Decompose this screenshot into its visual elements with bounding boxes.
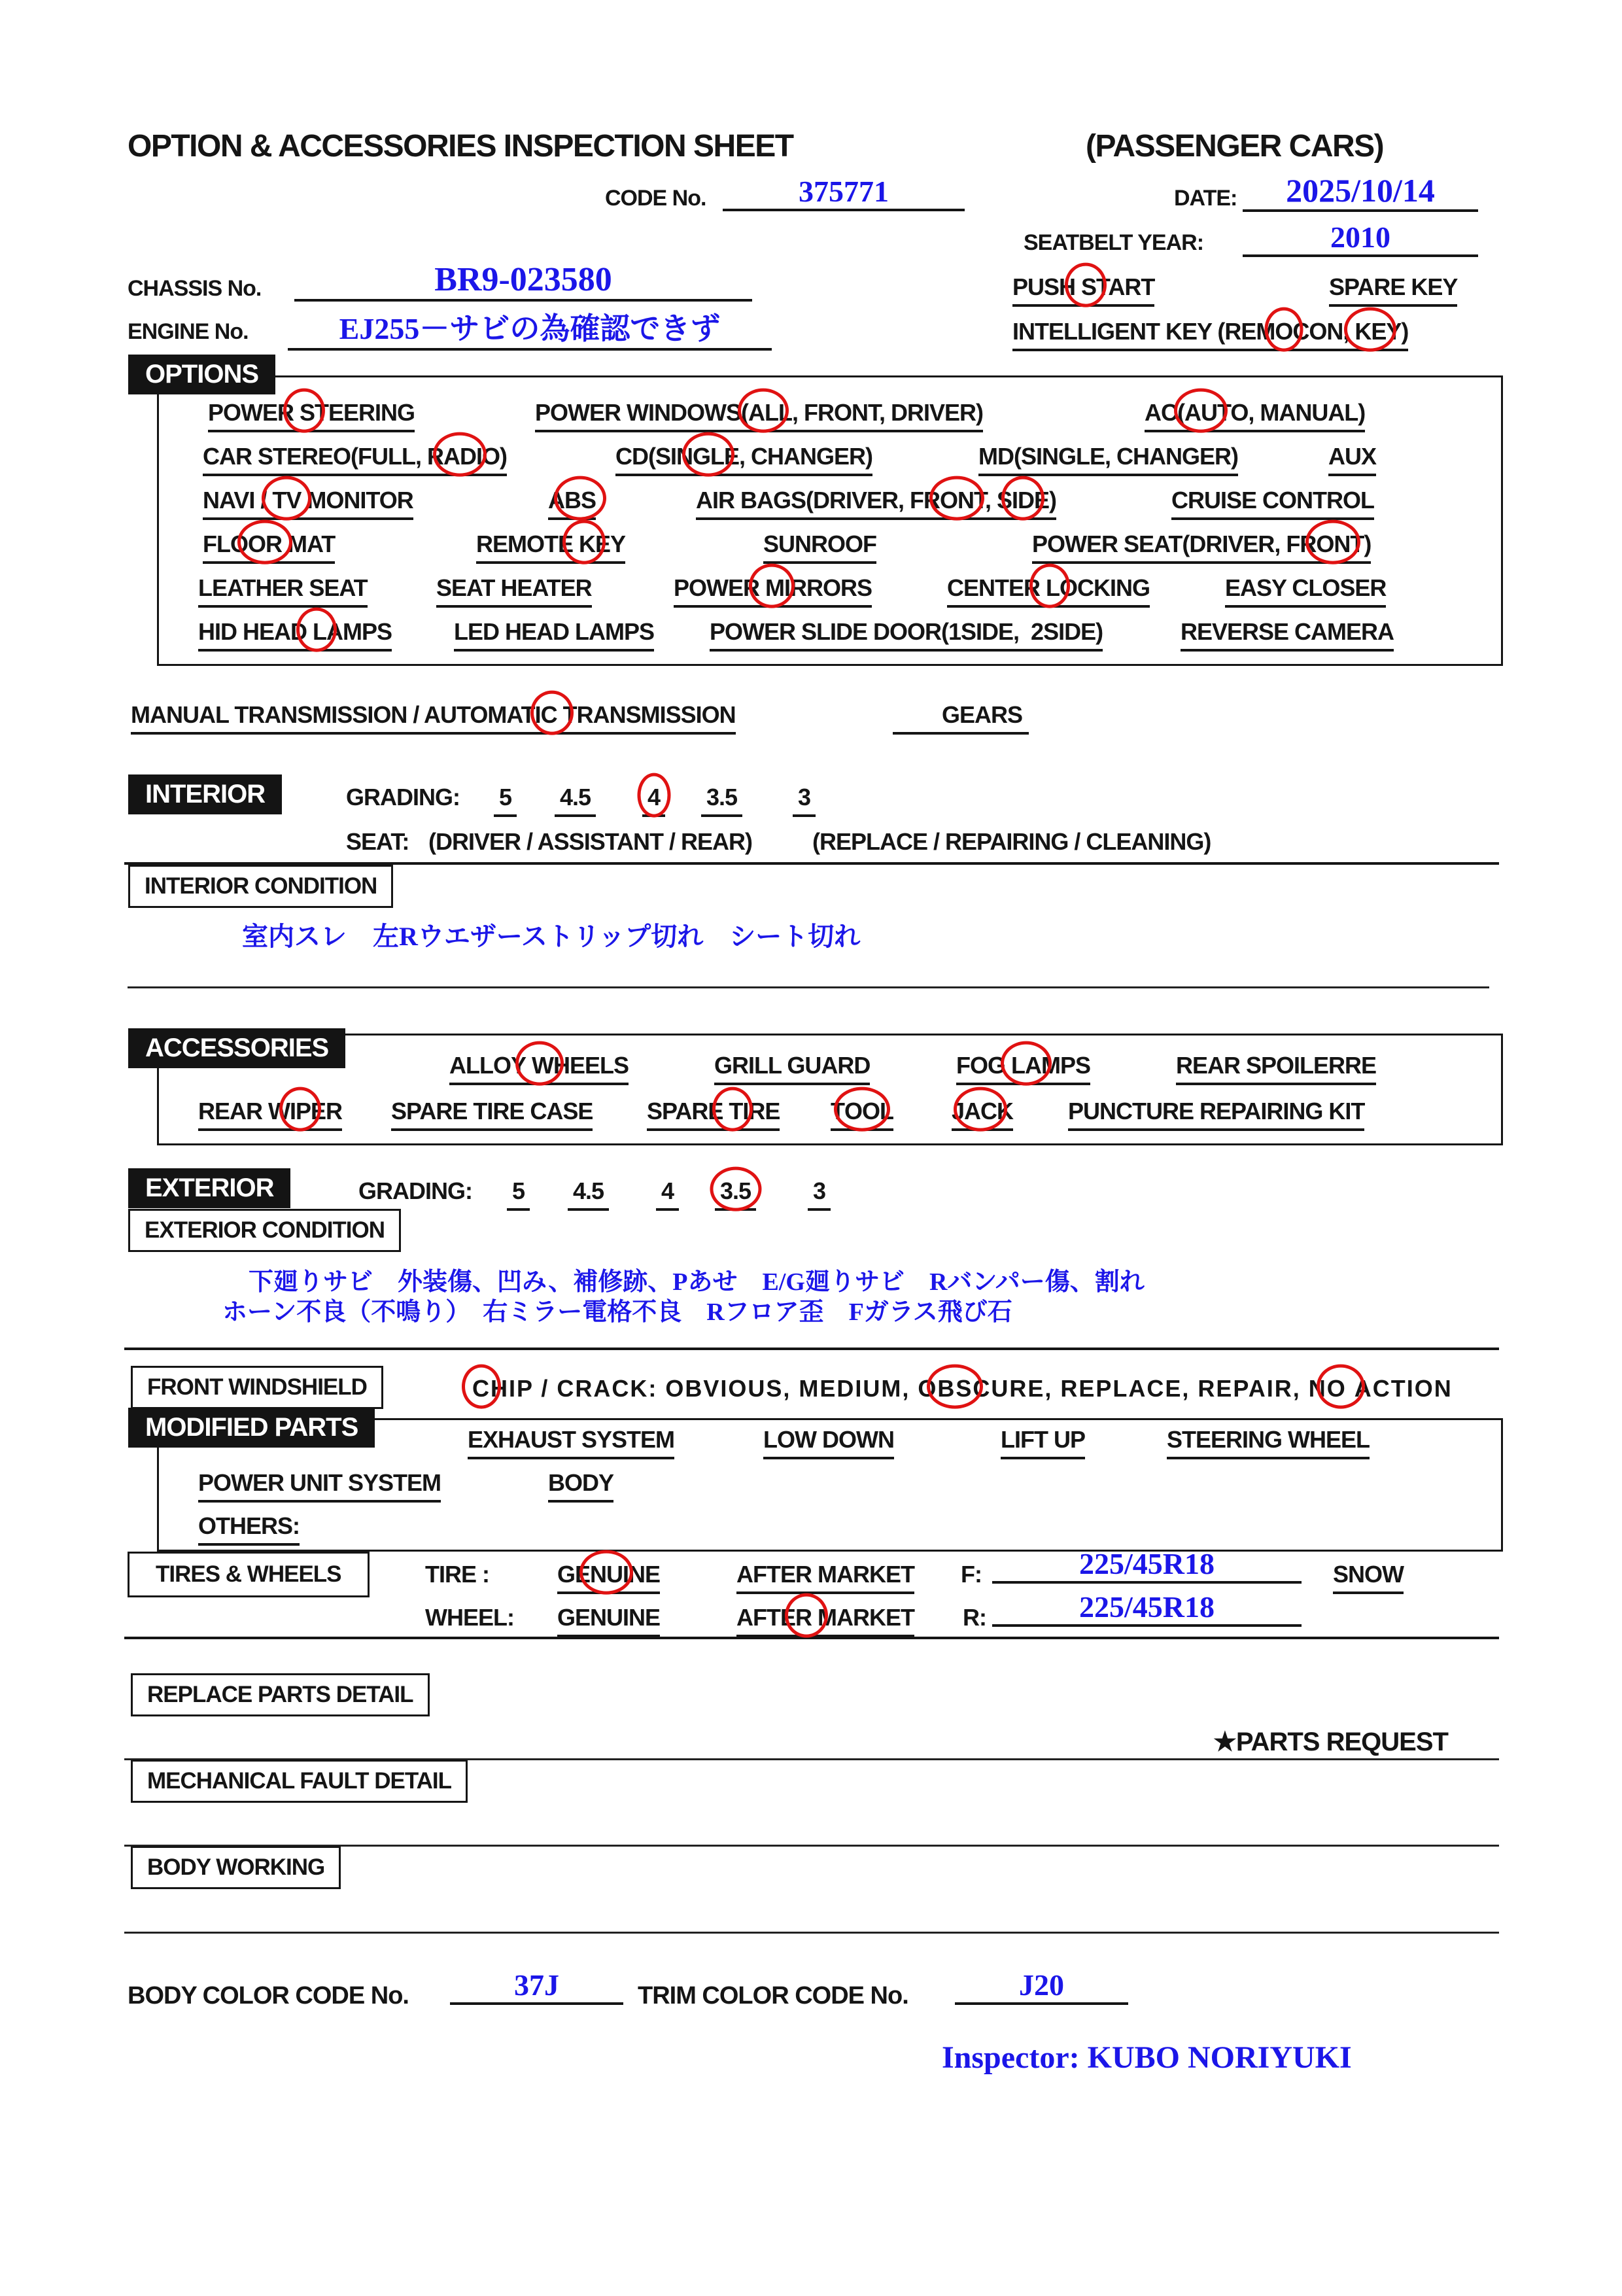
interior-grading-label: GRADING: — [346, 784, 460, 810]
interior-grade-3: 3 — [793, 784, 816, 817]
selection-circle: BS — [564, 487, 596, 513]
seatbelt-year-field: 2010 — [1243, 220, 1478, 257]
option-car-stereo: CAR STEREO(FULL, RADIO) — [203, 443, 507, 476]
selection-circle: OO — [844, 1098, 880, 1124]
parts-request-label: ★PARTS REQUEST — [1213, 1728, 1448, 1756]
option-remote-key: REMOTE KEY — [476, 531, 625, 564]
transmission-line: MANUAL TRANSMISSION / AUTOMATIC TRANSMISSION — [131, 701, 736, 735]
selection-circle: GL — [693, 443, 724, 470]
option-cd: CD(SINGLE, CHANGER) — [615, 443, 872, 476]
option-md: MD(SINGLE, CHANGER) — [978, 443, 1238, 476]
trim-color-code-field: J20 — [955, 1968, 1128, 2005]
chassis-value-field: BR9-023580 — [294, 260, 752, 302]
body-working-box: BODY WORKING — [131, 1846, 341, 1889]
selection-circle: 3.5 — [720, 1177, 751, 1204]
option-easy-closer: EASY CLOSER — [1225, 574, 1386, 608]
date-label: DATE: — [1174, 186, 1237, 211]
selection-circle: W — [526, 1052, 553, 1079]
engine-value-field: EJ255－サビの為確認できず — [288, 305, 772, 351]
modified-exhaust-system: EXHAUST SYSTEM — [468, 1426, 674, 1459]
option-spare-key: SPARE KEY — [1329, 273, 1457, 307]
code-value-field: 375771 — [723, 174, 965, 211]
exterior-grade-5: 5 — [507, 1177, 530, 1211]
interior-grade-4 — [642, 784, 665, 817]
selection-circle: TV — [272, 487, 302, 513]
code-label: CODE No. — [605, 186, 706, 211]
option-navi-tv: NAVI / TV MONITOR — [203, 487, 413, 520]
exterior-condition-note-1: 下廻りサビ 外装傷、凹み、補修跡、Pあせ E/G廻りサビ Rバンパー傷、割れ — [249, 1268, 1145, 1296]
wheel-label: WHEEL: — [425, 1604, 514, 1631]
accessory-fog-lamps: FOG LAMPS — [956, 1052, 1090, 1085]
page-title: OPTION & ACCESSORIES INSPECTION SHEET — [128, 129, 793, 164]
option-air-bags: AIR BAGS(DRIVER, FRONT, SIDE) — [696, 487, 1056, 520]
modified-lift-up: LIFT UP — [1001, 1426, 1085, 1459]
exterior-section-header: EXTERIOR — [128, 1168, 290, 1208]
replace-parts-detail-box: REPLACE PARTS DETAIL — [131, 1673, 430, 1716]
interior-grade-5: 5 — [494, 784, 517, 817]
selection-circle: ON — [940, 487, 975, 513]
modified-others: OTHERS: — [198, 1512, 300, 1546]
option-push-start: PUSH START — [1012, 273, 1154, 307]
selection-circle: L — [307, 618, 327, 645]
accessory-rear-spoiler: REAR SPOILERRE — [1176, 1052, 1376, 1085]
chassis-label: CHASSIS No. — [128, 276, 262, 301]
tire-after-market: AFTER MARKET — [736, 1561, 914, 1594]
exterior-grade-3: 3 — [808, 1177, 831, 1211]
selection-circle: 4 — [647, 784, 661, 810]
selection-circle: BS — [937, 1375, 973, 1402]
option-intelligent-key: INTELLIGENT KEY (REMOCON, KEY) — [1012, 318, 1408, 351]
selection-circle: OR — [247, 531, 282, 557]
option-center-locking: CENTER LOCKING — [947, 574, 1150, 608]
wheel-genuine: GENUINE — [557, 1604, 660, 1637]
accessory-jack: JACK — [952, 1098, 1013, 1131]
exterior-grade-3-5 — [715, 1177, 756, 1211]
tire-snow: SNOW — [1333, 1561, 1404, 1594]
selection-circle: ID — [1012, 487, 1035, 513]
modified-power-unit-system: POWER UNIT SYSTEM — [198, 1469, 441, 1503]
body-color-code-field: 37J — [450, 1968, 623, 2005]
mechanical-fault-detail-box: MECHANICAL FAULT DETAIL — [131, 1760, 468, 1803]
selection-circle: AU — [1184, 399, 1217, 426]
option-power-slide-door: POWER SLIDE DOOR(1SIDE, 2SIDE) — [710, 618, 1103, 652]
date-value-field: 2025/10/14 — [1243, 171, 1478, 212]
wheel-after-market: AFTER MARKET — [736, 1604, 914, 1637]
tire-genuine: GENUINE — [557, 1561, 660, 1594]
selection-circle: O — [1326, 1375, 1355, 1402]
exterior-condition-note-2: ホーン不良（不鳴り） 右ミラー電格不良 Rフロア歪 Fガラス飛び石 — [222, 1298, 1012, 1326]
modified-low-down: LOW DOWN — [763, 1426, 894, 1459]
seat-actions: (REPLACE / REPAIRING / CLEANING) — [812, 828, 1211, 855]
tire-rear-size-field: 225/45R18 — [992, 1590, 1302, 1627]
seat-options: (DRIVER / ASSISTANT / REAR) — [428, 828, 753, 855]
option-seat-heater: SEAT HEATER — [436, 574, 592, 608]
exterior-condition-box: EXTERIOR CONDITION — [128, 1209, 401, 1252]
tire-front-label: F: — [961, 1561, 982, 1588]
option-floor-mat: FLOOR MAT — [203, 531, 335, 564]
option-hid-head-lamps: HID HEAD LAMPS — [198, 618, 392, 652]
selection-circle: S — [294, 399, 315, 426]
selection-circle: IP — [290, 1098, 311, 1124]
accessory-spare-tire-case: SPARE TIRE CASE — [391, 1098, 593, 1131]
option-aux: AUX — [1328, 443, 1376, 476]
accessory-rear-wiper: REAR WIPER — [198, 1098, 342, 1131]
accessory-alloy-wheels: ALLOY WHEELS — [449, 1052, 629, 1085]
accessory-puncture-kit: PUNCTURE REPAIRING KIT — [1068, 1098, 1364, 1131]
selection-circle: AL — [748, 399, 778, 426]
interior-condition-box: INTERIOR CONDITION — [128, 865, 393, 908]
option-ac: AC(AUTO, MANUAL) — [1145, 399, 1365, 432]
options-section-header: OPTIONS — [128, 355, 275, 394]
option-power-mirrors: POWER MIRRORS — [674, 574, 872, 608]
selection-circle: AC — [964, 1098, 997, 1124]
selection-circle: ON — [1316, 531, 1351, 557]
seatbelt-year-label: SEATBELT YEAR: — [1024, 230, 1204, 255]
selection-circle: O — [1275, 318, 1293, 345]
interior-grade-3-5: 3.5 — [701, 784, 742, 817]
accessory-spare-tire: SPARE TIRE — [647, 1098, 780, 1131]
option-cruise-control: CRUISE CONTROL — [1171, 487, 1374, 520]
body-color-code-label: BODY COLOR CODE No. — [128, 1982, 409, 2009]
gears-field: GEARS — [893, 701, 1029, 735]
tires-wheels-box: TIRES & WHEELS — [128, 1552, 370, 1597]
tire-rear-label: R: — [963, 1604, 986, 1631]
interior-section-header: INTERIOR — [128, 774, 282, 814]
selection-circle: AD — [443, 443, 476, 470]
interior-condition-note: 室内スレ 左Rウエザーストリップ切れ シート切れ — [242, 922, 861, 951]
front-windshield-box: FRONT WINDSHIELD — [131, 1366, 383, 1409]
interior-grade-4-5: 4.5 — [555, 784, 596, 817]
windshield-chip-crack-line: CHIP / CRACK: OBVIOUS, MEDIUM, OBSCURE, REPLACE, REPAIR, NO ACTION — [472, 1375, 1453, 1402]
selection-circle: M — [759, 574, 785, 601]
accessory-tool: TOOL — [831, 1098, 893, 1131]
selection-circle: C — [540, 701, 563, 728]
modified-body: BODY — [548, 1469, 613, 1503]
inspector-signature: Inspector: KUBO NORIYUKI — [942, 2040, 1352, 2075]
tire-front-size-field: 225/45R18 — [992, 1546, 1302, 1584]
selection-circle: S — [1075, 273, 1097, 300]
selection-circle: T — [723, 1098, 743, 1124]
tire-label: TIRE : — [425, 1561, 489, 1588]
divider — [124, 1932, 1499, 1934]
divider — [124, 1348, 1499, 1350]
option-abs: ABS — [548, 487, 596, 520]
accessories-section-header: ACCESSORIES — [128, 1028, 345, 1068]
exterior-grade-4-5: 4.5 — [568, 1177, 609, 1211]
option-power-windows: POWER WINDOWS(ALL, FRONT, DRIVER) — [535, 399, 983, 432]
option-led-head-lamps: LED HEAD LAMPS — [454, 618, 654, 652]
option-power-seat: POWER SEAT(DRIVER, FRONT) — [1032, 531, 1371, 564]
option-power-steering: POWER STEERING — [208, 399, 415, 432]
page-subtitle: (PASSENGER CARS) — [1086, 129, 1384, 164]
trim-color-code-label: TRIM COLOR CODE No. — [638, 1982, 908, 2009]
divider — [128, 986, 1489, 988]
selection-circle: NU — [590, 1561, 623, 1588]
selection-circle: K — [573, 531, 596, 557]
selection-circle: LA — [1011, 1052, 1041, 1079]
selection-circle: L — [1040, 574, 1060, 601]
option-reverse-camera: REVERSE CAMERA — [1181, 618, 1394, 652]
accessory-grill-guard: GRILL GUARD — [714, 1052, 870, 1085]
engine-label: ENGINE No. — [128, 319, 249, 344]
exterior-grade-4: 4 — [656, 1177, 679, 1211]
option-sunroof: SUNROOF — [763, 531, 876, 564]
selection-circle: C — [472, 1375, 491, 1402]
exterior-grading-label: GRADING: — [358, 1177, 472, 1204]
seat-label: SEAT: — [346, 828, 409, 855]
option-leather-seat: LEATHER SEAT — [198, 574, 368, 608]
selection-circle: R — [795, 1604, 818, 1631]
selection-circle: KE — [1355, 318, 1387, 345]
modified-parts-section-header: MODIFIED PARTS — [128, 1408, 375, 1448]
modified-steering-wheel: STEERING WHEEL — [1167, 1426, 1370, 1459]
